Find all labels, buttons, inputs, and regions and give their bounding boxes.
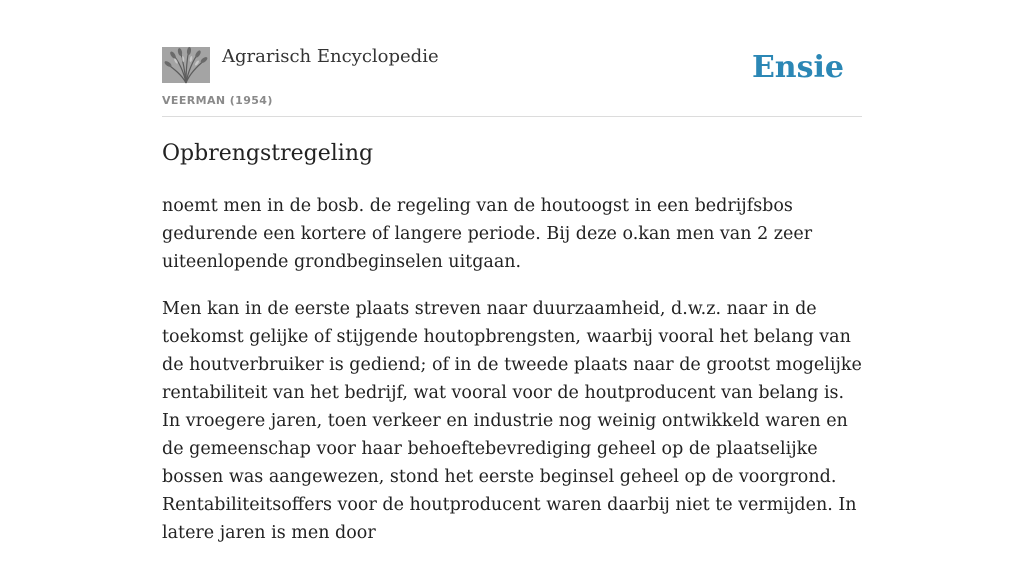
article-paragraph: noemt men in de bosb. de regeling van de houtoogst in een bedrijfsbos gedurende een kortere of langere periode. Bij deze o.kan men van 2 zeer uiteenlopende grondbeginselen uitgaan.	[162, 196, 813, 272]
article-paragraph: Men kan in de eerste plaats streven naar duurzaamheid, d.w.z. naar in de toekomst gelijke of stijgende houtopbrengsten, waarbij vooral het belang van de houtverbruiker is gediend; of in de tweede plaats naar de grootst mogelijke rentabiliteit van het bedrijf, wat vooral voor de houtproducent van belang is. In vroegere jaren, toen verkeer en industrie nog weinig ontwikkeld waren en de gemeenschap voor haar behoeftebevrediging geheel op de plaatselijke bossen was aangewezen, stond het eerste beginsel geheel op de voorgrond. Rentabiliteitsoffers voor de houtproducent waren daarbij niet te vermijden. In latere jaren is men door	[162, 299, 862, 543]
article-title: Opbrengstregeling	[162, 141, 374, 166]
article	[162, 140, 864, 566]
edition-label: VEERMAN (1954)	[162, 94, 273, 107]
ensie-brand-logo[interactable]: Ensie	[751, 50, 844, 85]
encyclopedia-title[interactable]: Agrarisch Encyclopedie	[222, 46, 439, 67]
wheat-sheaf-logo-icon[interactable]	[162, 47, 210, 83]
site-header	[162, 44, 862, 117]
